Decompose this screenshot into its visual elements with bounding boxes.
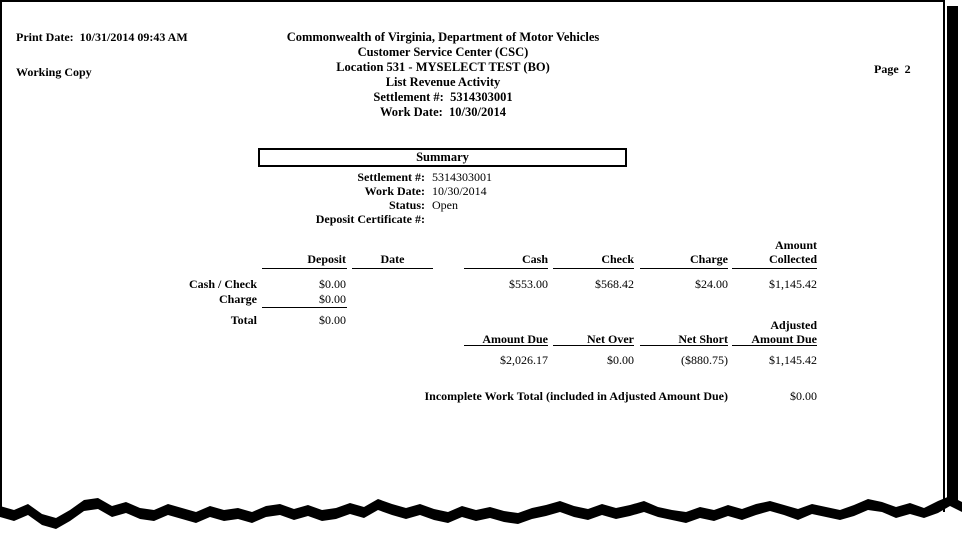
cell-deposit-cash-check: $0.00 — [319, 277, 346, 291]
header-underline — [732, 345, 817, 346]
row-label-charge: Charge — [219, 292, 257, 306]
header-agency: Commonwealth of Virginia, Department of Motor Vehicles — [286, 30, 600, 44]
print-date-label: Print Date: — [16, 30, 74, 44]
page-number: Page 2 — [874, 62, 911, 76]
header-underline — [464, 268, 548, 269]
header-underline — [262, 268, 347, 269]
column-header-net-over: Net Over — [587, 332, 634, 346]
header-center-name: Customer Service Center (CSC) — [357, 45, 529, 59]
report-header — [120, 30, 766, 120]
header-underline — [640, 345, 728, 346]
cell-charge: $24.00 — [695, 277, 728, 291]
torn-edge-graphic — [0, 484, 962, 536]
total-underline — [262, 307, 347, 308]
print-date-value: 10/31/2014 09:43 AM — [79, 30, 188, 44]
cell-amount-due: $2,026.17 — [500, 353, 548, 367]
cell-check: $568.42 — [595, 277, 634, 291]
header-report-title: List Revenue Activity — [385, 75, 501, 89]
header-underline — [732, 268, 817, 269]
summary-box — [258, 148, 627, 167]
page-shadow — [947, 6, 958, 502]
header-underline — [640, 268, 728, 269]
incomplete-work-value: $0.00 — [790, 389, 817, 403]
column-header-check: Check — [601, 252, 634, 266]
summary-field-label: Status: — [388, 198, 425, 212]
summary-field-value: 10/30/2014 — [432, 184, 487, 198]
cell-deposit-charge: $0.00 — [319, 292, 346, 306]
cell-deposit-total: $0.00 — [319, 313, 346, 327]
column-header-date: Date — [380, 252, 405, 266]
summary-field-value: 5314303001 — [432, 170, 492, 184]
working-copy-label: Working Copy — [16, 65, 92, 79]
column-header-net-short: Net Short — [678, 332, 728, 346]
cell-cash: $553.00 — [509, 277, 548, 291]
cell-net-short: ($880.75) — [681, 353, 728, 367]
summary-field-label: Settlement #: — [357, 170, 425, 184]
header-underline — [553, 345, 634, 346]
header-underline — [352, 268, 433, 269]
column-header-charge: Charge — [690, 252, 728, 266]
column-header-cash: Cash — [521, 252, 548, 266]
summary-title: Summary — [416, 150, 469, 164]
column-header-amount-collected: Amount Collected — [769, 238, 817, 266]
summary-field-label: Work Date: — [364, 184, 425, 198]
row-label-cash-check: Cash / Check — [188, 277, 257, 291]
column-header-amount-due: Amount Due — [482, 332, 548, 346]
cell-amount-collected: $1,145.42 — [769, 277, 817, 291]
header-work-date: Work Date: 10/30/2014 — [379, 105, 507, 119]
summary-field-label: Deposit Certificate #: — [315, 212, 425, 226]
cell-adjusted-amount-due: $1,145.42 — [769, 353, 817, 367]
cell-net-over: $0.00 — [607, 353, 634, 367]
column-header-adjusted-amount-due: Adjusted Amount Due — [751, 318, 817, 346]
column-header-deposit: Deposit — [307, 252, 346, 266]
header-settlement: Settlement #: 5314303001 — [373, 90, 513, 104]
summary-field-value: Open — [432, 198, 458, 212]
incomplete-work-label: Incomplete Work Total (included in Adjusted Amount Due) — [424, 389, 728, 403]
header-underline — [464, 345, 548, 346]
header-underline — [553, 268, 634, 269]
row-label-total: Total — [230, 313, 257, 327]
header-location: Location 531 - MYSELECT TEST (BO) — [336, 60, 550, 74]
